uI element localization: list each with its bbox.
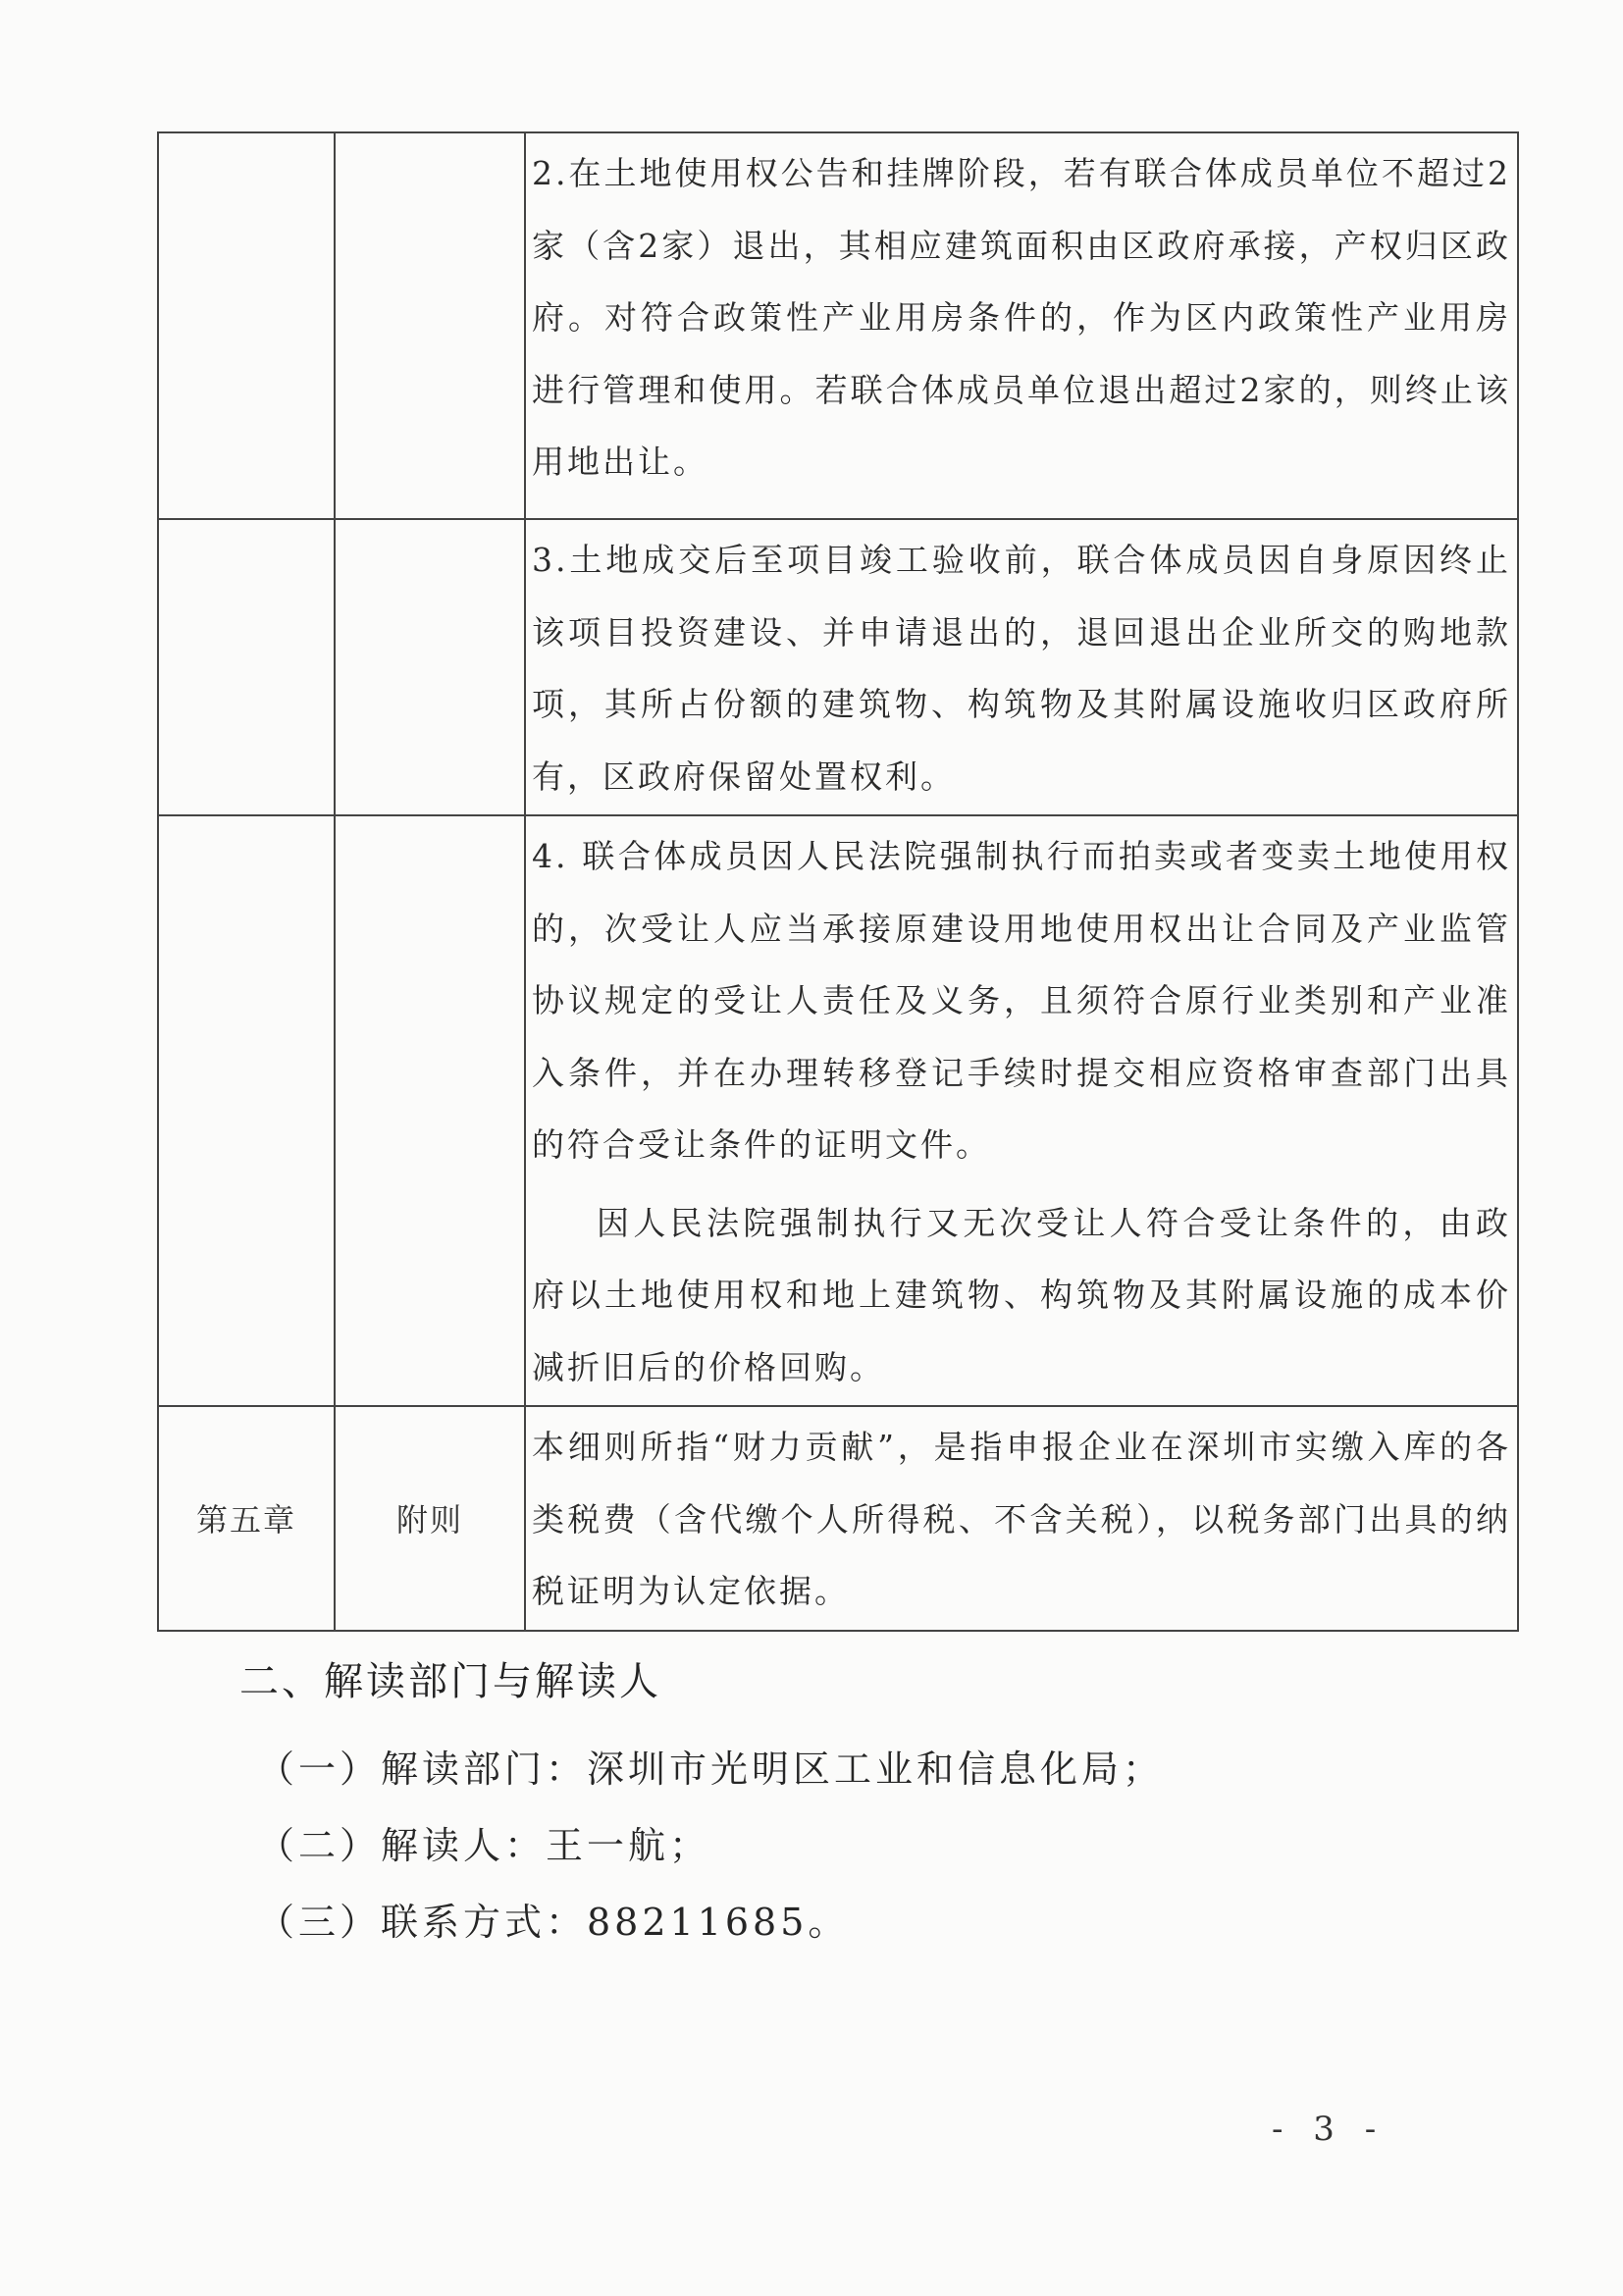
section-heading: 二、解读部门与解读人 (239, 1659, 661, 1704)
table-row (158, 815, 1518, 1406)
interpreter: （二）解读人：王一航； (257, 1824, 711, 1867)
content-cell (525, 1406, 1518, 1631)
chapter-cell (158, 519, 335, 815)
title-cell (335, 132, 525, 519)
clause-4-supplement-text: 因人民法院强制执行又无次受让人符合受让条件的，由政府以土地使用权和地上建筑物、构筑物及其附属设施的成本价减折旧后的价格回购。 (532, 1203, 1511, 1386)
supplementary-provision-text: 本细则所指“财力贡献”，是指申报企业在深圳市实缴入库的各类税费（含代缴个人所得税、不含关税），以税务部门出具的纳税证明为认定依据。 (532, 1428, 1511, 1610)
title-cell (335, 519, 525, 815)
page-number: - 3 - (1272, 2110, 1387, 2149)
clause-3-text: 3.土地成交后至项目竣工验收前，联合体成员因自身原因终止该项目投资建设、并申请退出的，退回退出企业所交的购地款项，其所占份额的建筑物、构筑物及其附属设施收归区政府所有，区政府保留处置权利。 (532, 541, 1511, 796)
clause-4-text: 4. 联合体成员因人民法院强制执行而拍卖或者变卖土地使用权的，次受让人应当承接原建设用地使用权出让合同及产业监管协议规定的受让人责任及义务，且须符合原行业类别和产业准入条件，并在办理转移登记手续时提交相应资格审查部门出具的符合受让条件的证明文件。 (532, 837, 1511, 1164)
content-cell (525, 519, 1518, 815)
interpreting-department: （一）解读部门：深圳市光明区工业和信息化局； (257, 1748, 1165, 1791)
chapter-label: 第五章 (158, 1406, 335, 1631)
title-cell (335, 815, 525, 1406)
clause-2-text: 2.在土地使用权公告和挂牌阶段，若有联合体成员单位不超过2家（含2家）退出，其相应建筑面积由区政府承接，产权归区政府。对符合政策性产业用房条件的，作为区内政策性产业用房进行管理和使用。若联合体成员单位退出超过2家的，则终止该用地出让。 (532, 154, 1511, 481)
policy-table (157, 131, 1519, 1632)
chapter-cell (158, 132, 335, 519)
chapter-cell (158, 815, 335, 1406)
chapter-title: 附则 (335, 1406, 525, 1631)
content-cell (525, 132, 1518, 519)
content-cell (525, 815, 1518, 1406)
table-row (158, 1406, 1518, 1631)
contact-info: （三）联系方式：88211685。 (257, 1901, 850, 1944)
table-row (158, 132, 1518, 519)
table-row (158, 519, 1518, 815)
